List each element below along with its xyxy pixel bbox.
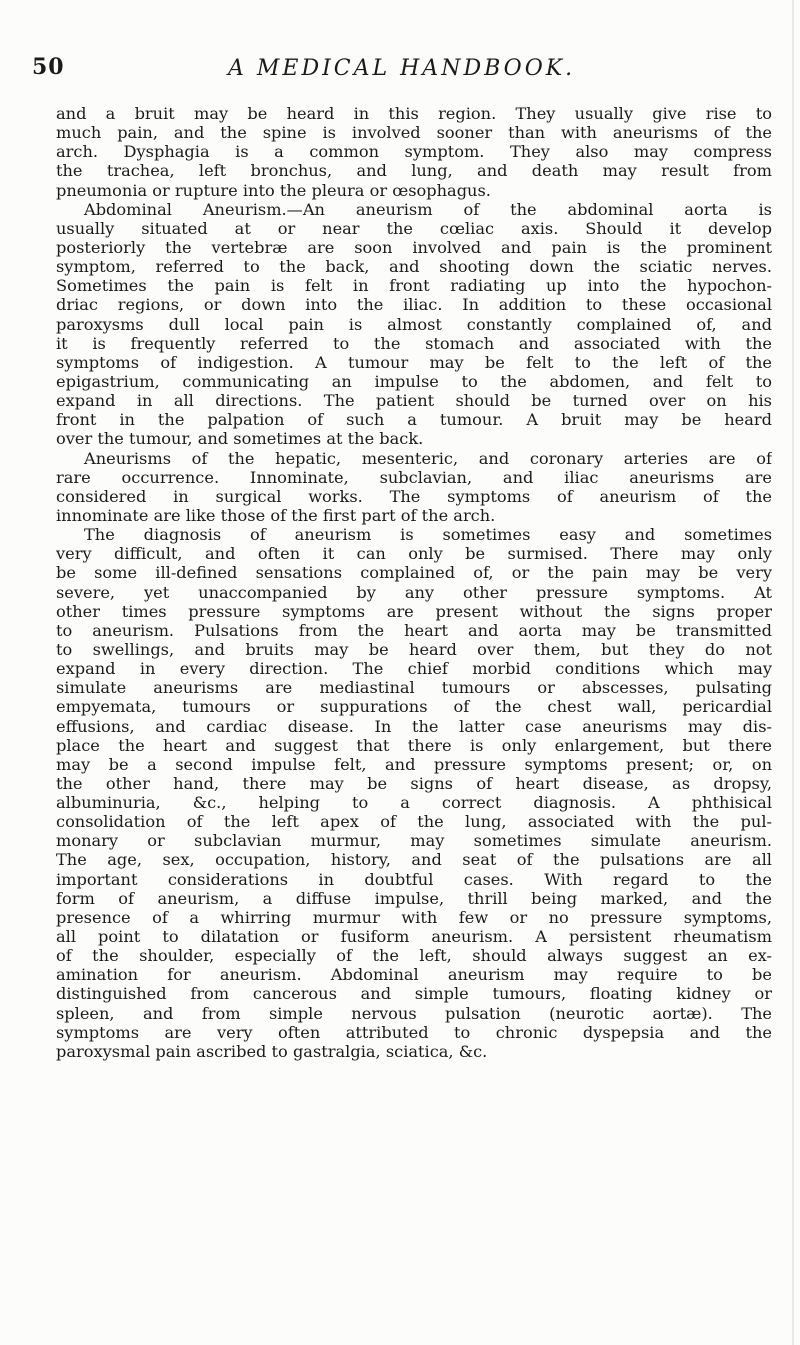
text-line: empyemata, tumours or suppurations of the chest wall, pericardial [56, 697, 772, 717]
text-line: usually situated at or near the cœliac axis. Should it develop [56, 218, 772, 238]
running-title: A MEDICAL HANDBOOK. [228, 56, 576, 81]
text-line: rare occurrence. Innominate, subclavian, and iliac aneurisms are [56, 467, 772, 487]
text-line: all point to dilatation or fusiform aneurism. A persistent rheumatism [56, 927, 772, 947]
text-line: other times pressure symptoms are present without the signs proper [56, 601, 772, 621]
text-line: posteriorly the vertebræ are soon involved and pain is the prominent [56, 237, 772, 257]
text-line: albuminuria, &c., helping to a correct diagnosis. A phthisical [56, 793, 772, 813]
text-line: of the shoulder, especially of the left, should always suggest an ex- [56, 946, 772, 966]
text-line: innominate are like those of the first part of the arch. [56, 505, 496, 525]
text-line: paroxysmal pain ascribed to gastralgia, sciatica, &c. [56, 1041, 488, 1061]
text-line: the trachea, left bronchus, and lung, and death may result from [56, 161, 772, 181]
text-line: consolidation of the left apex of the lung, associated with the pul- [56, 812, 772, 832]
text-line: distinguished from cancerous and simple tumours, floating kidney or [56, 984, 772, 1004]
page-number: 50 [32, 54, 65, 80]
text-line: amination for aneurism. Abdominal aneurism may require to be [56, 965, 772, 985]
text-line: severe, yet unaccompanied by any other pressure symptoms. At [56, 582, 772, 602]
text-line: the other hand, there may be signs of heart disease, as dropsy, [56, 773, 772, 793]
text-line: to swellings, and bruits may be heard over them, but they do not [56, 639, 772, 659]
text-line: important considerations in doubtful cases. With regard to the [56, 869, 772, 889]
text-line: symptom, referred to the back, and shooting down the sciatic nerves. [56, 257, 772, 277]
text-line: much pain, and the spine is involved sooner than with aneurisms of the [56, 123, 772, 143]
text-line: expand in every direction. The chief morbid conditions which may [56, 659, 772, 679]
text-line: paroxysms dull local pain is almost constantly complained of, and [56, 314, 772, 334]
text-line: symptoms of indigestion. A tumour may be felt to the left of the [56, 352, 772, 372]
text-line: monary or subclavian murmur, may sometimes simulate aneurism. [56, 831, 772, 851]
text-line: Aneurisms of the hepatic, mesenteric, and coronary arteries are of [84, 448, 772, 468]
text-line: front in the palpation of such a tumour. A bruit may be heard [56, 410, 772, 430]
text-line: simulate aneurisms are mediastinal tumours or abscesses, pulsating [56, 678, 772, 698]
text-line: expand in all directions. The patient should be turned over on his [56, 391, 772, 411]
text-line: form of aneurism, a diffuse impulse, thrill being marked, and the [56, 888, 772, 908]
text-line: place the heart and suggest that there is only enlargement, but there [56, 735, 772, 755]
text-line: epigastrium, communicating an impulse to the abdomen, and felt to [56, 371, 772, 391]
text-line: very difficult, and often it can only be surmised. There may only [56, 544, 772, 564]
text-line: driac regions, or down into the iliac. In addition to these occasional [56, 295, 772, 315]
text-line: The age, sex, occupation, history, and seat of the pulsations are all [56, 850, 772, 870]
text-line: arch. Dysphagia is a common symptom. They also may compress [56, 142, 772, 162]
text-line: may be a second impulse felt, and pressure symptoms present; or, on [56, 754, 772, 774]
text-line: over the tumour, and sometimes at the back. [56, 429, 424, 449]
text-line: presence of a whirring murmur with few or no pressure symptoms, [56, 907, 772, 927]
text-line: to aneurism. Pulsations from the heart and aorta may be transmitted [56, 620, 772, 640]
text-line: effusions, and cardiac disease. In the latter case aneurisms may dis- [56, 716, 772, 736]
text-line: symptoms are very often attributed to chronic dyspepsia and the [56, 1022, 772, 1042]
text-line: The diagnosis of aneurism is sometimes easy and sometimes [84, 525, 772, 545]
text-line: it is frequently referred to the stomach and associated with the [56, 333, 772, 353]
text-line: Sometimes the pain is felt in front radiating up into the hypochon- [56, 276, 772, 296]
text-line: be some ill-defined sensations complained of, or the pain may be very [56, 563, 772, 583]
text-line: and a bruit may be heard in this region. They usually give rise to [56, 104, 772, 123]
page-edge-divider [792, 0, 794, 1345]
text-line: pneumonia or rupture into the pleura or œsophagus. [56, 180, 491, 200]
text-line: Abdominal Aneurism.—An aneurism of the abdominal aorta is [84, 199, 772, 219]
body-text [56, 104, 772, 1061]
text-line: spleen, and from simple nervous pulsation (neurotic aortæ). The [56, 1003, 772, 1023]
text-line: considered in surgical works. The symptoms of aneurism of the [56, 486, 772, 506]
